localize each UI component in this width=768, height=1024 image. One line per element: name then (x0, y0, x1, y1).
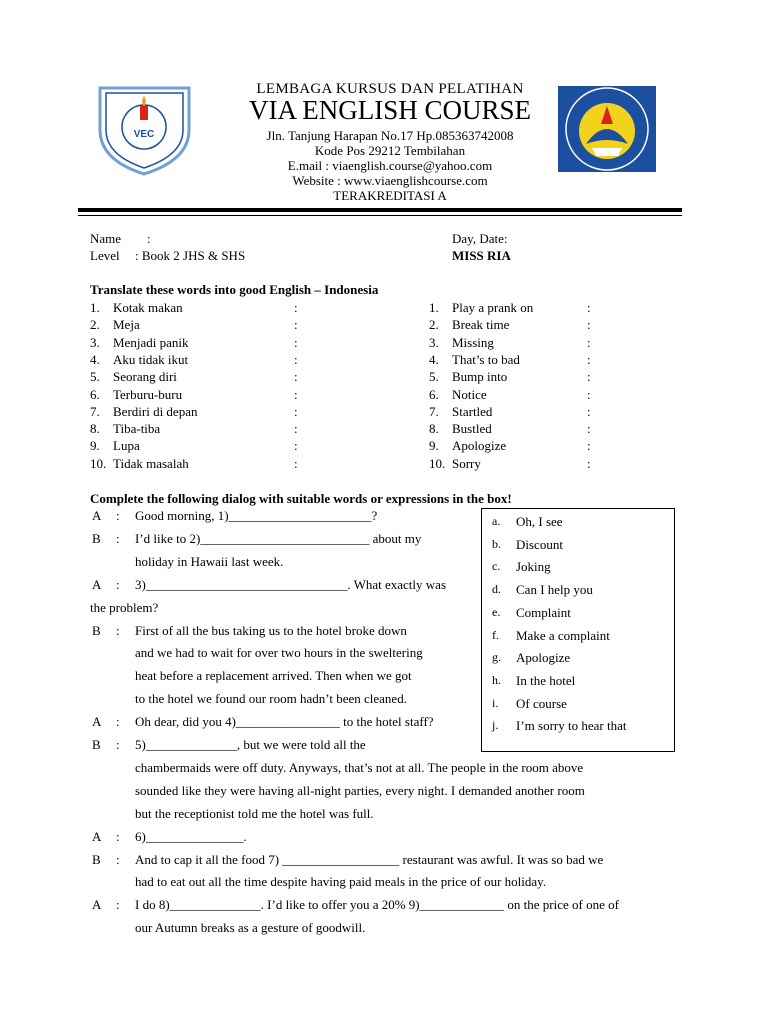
option-letter: d. (492, 582, 501, 597)
section2-title: Complete the following dialog with suitable words or expressions in the box! (90, 491, 512, 506)
dialog-line: Oh dear, did you 4)________________ to the hotel staff? (135, 714, 434, 730)
dialog-speaker: B (92, 737, 101, 752)
dialog-line: 3)_______________________________. What exactly was (135, 576, 446, 592)
dialog-speaker: A (92, 508, 102, 523)
vocab-answer-colon: : (587, 421, 591, 437)
teacher-name: MISS RIA (452, 248, 511, 263)
option-letter: c. (492, 559, 501, 574)
option-text: Discount (516, 536, 563, 552)
school-name: VIA ENGLISH COURSE (248, 95, 531, 125)
dialog-line: but the receptionist told me the hotel was full. (135, 805, 374, 821)
vocab-item-number: 3. (429, 334, 439, 350)
option-text: In the hotel (516, 672, 576, 688)
vocab-item-number: 10. (90, 455, 107, 471)
dialog-line: heat before a replacement arrived. Then when we got (135, 668, 412, 684)
vocab-answer-colon: : (587, 438, 591, 454)
vocab-item-word: Bustled (452, 421, 492, 437)
option-letter: j. (492, 718, 499, 733)
vocab-item-number: 9. (429, 438, 439, 454)
dialog-separator: : (116, 714, 120, 730)
vocab-item-number: 5. (429, 369, 439, 385)
address: Jln. Tanjung Harapan No.17 Hp.085363742008 (266, 128, 514, 143)
logo-tut-wuri-handayani (556, 84, 658, 174)
option-text: Apologize (516, 650, 571, 666)
option-letter: e. (492, 604, 501, 619)
dialog-speaker: A (92, 714, 102, 730)
option-letter: f. (492, 627, 499, 642)
dialog-line: Good morning, 1)______________________? (135, 508, 378, 523)
vocab-answer-colon: : (587, 386, 591, 402)
vocab-item-word: Apologize (452, 438, 507, 454)
vocab-item-word: Seorang diri (113, 369, 177, 385)
option-text: Can I help you (516, 582, 593, 598)
svg-text:VEC: VEC (133, 129, 155, 140)
vocab-item-number: 10. (429, 455, 446, 471)
vocab-answer-colon: : (587, 317, 591, 333)
vocab-answer-colon: : (587, 369, 591, 385)
dialog-speaker: A (92, 897, 102, 913)
option-text: Of course (516, 695, 567, 711)
option-letter: g. (492, 650, 501, 665)
option-text: Complaint (516, 604, 571, 620)
level-value: : Book 2 JHS & SHS (135, 248, 246, 263)
vocab-item-word: Tiba-tiba (113, 421, 161, 437)
vocab-answer-colon: : (294, 317, 298, 333)
vocab-item-word: Notice (452, 386, 487, 402)
vocab-answer-colon: : (294, 421, 298, 437)
dialog-speaker: B (92, 530, 101, 546)
option-letter: h. (492, 672, 501, 687)
dialog-separator: : (116, 576, 120, 592)
vocab-item-number: 9. (90, 438, 100, 454)
dialog-line: holiday in Hawaii last week. (135, 553, 284, 569)
vocab-answer-colon: : (294, 300, 298, 315)
dialog-line: 5)______________, but we were told all the (135, 737, 366, 752)
vocab-item-number: 3. (90, 334, 100, 350)
vocab-item-word: Sorry (452, 455, 481, 471)
dialog-line: the problem? (90, 599, 159, 615)
vocab-item-word: Aku tidak ikut (113, 351, 189, 367)
dialog-speaker: B (92, 622, 101, 638)
dialog-speaker: A (92, 828, 102, 844)
vocab-item-word: Menjadi panik (113, 334, 189, 350)
dialog-line: chambermaids were off duty. Anyways, that’s not at all. The people in the room above (135, 759, 584, 775)
vocab-item-word: Berdiri di depan (113, 403, 198, 419)
vocab-answer-colon: : (587, 455, 591, 471)
dialog-separator: : (116, 851, 120, 867)
vocab-answer-colon: : (587, 300, 591, 315)
vocab-item-number: 2. (429, 317, 439, 333)
dialog-line: our Autumn breaks as a gesture of goodwill. (135, 920, 366, 936)
dialog-line: and we had to wait for over two hours in the sweltering (135, 645, 423, 661)
dialog-separator: : (116, 897, 120, 913)
day-date-label: Day, Date: (452, 231, 508, 246)
vocab-item-word: Kotak makan (113, 300, 183, 315)
vocab-answer-colon: : (294, 438, 298, 454)
vocab-item-word: Break time (452, 317, 510, 333)
vocab-item-number: 8. (90, 421, 100, 437)
dialog-line: And to cap it all the food 7) __________________ restaurant was awful. It was so bad we (135, 851, 604, 867)
dialog-line: I’d like to 2)__________________________ about my (135, 530, 422, 546)
header-divider-thin (78, 215, 682, 216)
option-letter: b. (492, 536, 501, 551)
option-text: Oh, I see (516, 514, 563, 529)
name-separator: : (147, 231, 151, 246)
vocab-answer-colon: : (294, 334, 298, 350)
option-text: I’m sorry to hear that (516, 718, 627, 734)
dialog-separator: : (116, 622, 120, 638)
vocab-item-number: 6. (90, 386, 100, 402)
header-divider-thick (78, 208, 682, 212)
dialog-separator: : (116, 530, 120, 546)
vocab-answer-colon: : (294, 455, 298, 471)
vocab-answer-colon: : (294, 386, 298, 402)
accreditation: TERAKREDITASI A (333, 188, 447, 203)
vocab-answer-colon: : (294, 351, 298, 367)
vocab-item-word: Lupa (113, 438, 140, 454)
dialog-line: I do 8)______________. I’d like to offer you a 20% 9)_____________ on the price of one of (135, 897, 619, 913)
level-label: Level (90, 248, 120, 263)
vocab-item-word: Missing (452, 334, 494, 350)
vocab-answer-colon: : (587, 403, 591, 419)
vocab-item-word: Startled (452, 403, 493, 419)
email: E.mail : viaenglish.course@yahoo.com (287, 158, 493, 173)
vocab-item-number: 5. (90, 369, 100, 385)
section1-title: Translate these words into good English – Indonesia (90, 282, 379, 297)
dialog-speaker: A (92, 576, 102, 592)
dialog-line: sounded like they were having all-night parties, every night. I demanded another room (135, 782, 585, 798)
institution-label: LEMBAGA KURSUS DAN PELATIHAN (256, 81, 524, 97)
option-text: Joking (516, 559, 551, 575)
dialog-line: First of all the bus taking us to the hotel broke down (135, 622, 407, 638)
vocab-item-number: 4. (429, 351, 439, 367)
name-label: Name (90, 231, 122, 246)
vocab-answer-colon: : (587, 351, 591, 367)
vocab-item-word: Tidak masalah (113, 455, 189, 471)
dialog-separator: : (116, 828, 120, 844)
option-letter: a. (492, 514, 501, 528)
vocab-item-word: That’s to bad (452, 351, 520, 367)
vocab-item-number: 8. (429, 421, 439, 437)
dialog-line: had to eat out all the time despite having paid meals in the price of our holiday. (135, 874, 547, 890)
vocab-item-number: 1. (429, 300, 439, 315)
vocab-item-number: 7. (90, 403, 100, 419)
vocab-item-word: Play a prank on (452, 300, 534, 315)
vocab-item-word: Meja (113, 317, 140, 333)
dialog-line: to the hotel we found our room hadn’t been cleaned. (135, 691, 407, 707)
vocab-item-number: 4. (90, 351, 100, 367)
dialog-line: 6)_______________. (135, 828, 247, 844)
vocab-item-word: Terburu-buru (113, 386, 183, 402)
postal-code: Kode Pos 29212 Tembilahan (314, 143, 466, 158)
vocab-answer-colon: : (294, 403, 298, 419)
website: Website : www.viaenglishcourse.com (292, 173, 488, 188)
vocab-item-number: 7. (429, 403, 439, 419)
logo-via-english-course (92, 82, 197, 177)
option-letter: i. (492, 695, 499, 710)
vocab-item-word: Bump into (452, 369, 508, 385)
dialog-separator: : (116, 737, 120, 752)
vocab-item-number: 2. (90, 317, 100, 333)
vocab-item-number: 1. (90, 300, 100, 315)
vocab-answer-colon: : (294, 369, 298, 385)
dialog-separator: : (116, 508, 120, 523)
vocab-answer-colon: : (587, 334, 591, 350)
vocab-item-number: 6. (429, 386, 439, 402)
option-text: Make a complaint (516, 627, 610, 643)
dialog-speaker: B (92, 851, 101, 867)
